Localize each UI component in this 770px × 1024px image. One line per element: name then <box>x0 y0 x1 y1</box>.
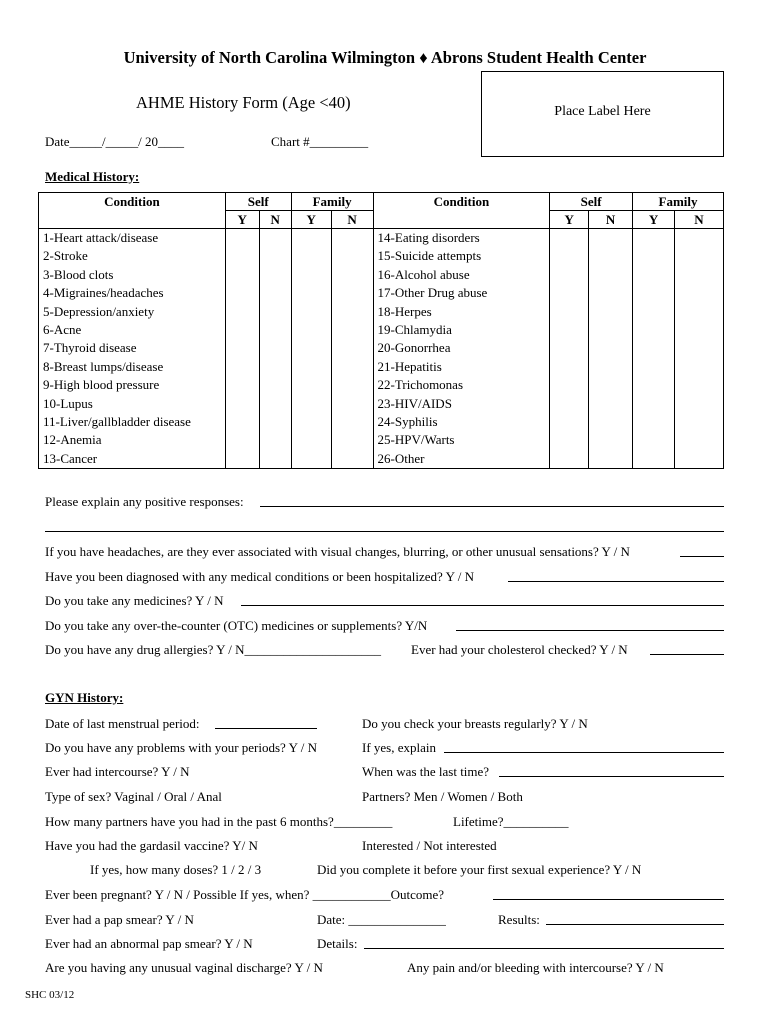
family-no-cell[interactable] <box>675 431 724 449</box>
abnormal-pap-question: Ever had an abnormal pap smear? Y / N <box>45 936 253 951</box>
lifetime-partners-field[interactable]: Lifetime?__________ <box>453 814 569 829</box>
family-yes-cell[interactable] <box>633 247 675 265</box>
otc-question: Do you take any over-the-counter (OTC) medicines or supplements? Y/N <box>45 618 428 633</box>
self-no-cell[interactable] <box>589 431 633 449</box>
family-no-cell[interactable] <box>331 450 373 469</box>
self-yes-cell[interactable] <box>225 376 259 394</box>
family-yes-cell[interactable] <box>633 431 675 449</box>
pap-results-label: Results: <box>498 912 540 927</box>
condition-label: 18-Herpes <box>373 303 550 321</box>
self-no-cell[interactable] <box>259 431 291 449</box>
condition-label: 16-Alcohol abuse <box>373 266 550 284</box>
family-no-cell[interactable] <box>675 229 724 248</box>
self-no-cell[interactable] <box>259 229 291 248</box>
family-yes-cell[interactable] <box>633 358 675 376</box>
chart-number-field[interactable]: Chart #_________ <box>271 134 369 149</box>
family-no-cell[interactable] <box>331 395 373 413</box>
family-yes-cell[interactable] <box>633 395 675 413</box>
table-row <box>39 395 724 413</box>
explain-question <box>45 494 244 510</box>
condition-label: 24-Syphilis <box>373 413 550 431</box>
doses-question: If yes, how many doses? 1 / 2 / 3 <box>90 862 262 877</box>
self-yes-cell[interactable] <box>225 450 259 469</box>
family-no-cell[interactable] <box>675 376 724 394</box>
family-yes-cell[interactable] <box>291 303 331 321</box>
self-yes-cell[interactable] <box>225 284 259 302</box>
self-no-cell[interactable] <box>259 395 291 413</box>
condition-label: 23-HIV/AIDS <box>373 395 550 413</box>
family-header-right: Family <box>633 193 724 211</box>
self-no-cell[interactable] <box>259 303 291 321</box>
family-no-cell[interactable] <box>675 339 724 357</box>
self-no-cell[interactable] <box>589 266 633 284</box>
cholesterol-question: Ever had your cholesterol checked? Y / N <box>411 642 628 657</box>
family-no-cell[interactable] <box>331 413 373 431</box>
self-no-cell[interactable] <box>589 450 633 469</box>
last-time-line[interactable] <box>499 776 724 777</box>
family-yes-cell[interactable] <box>633 284 675 302</box>
breasts-question: Do you check your breasts regularly? Y / N <box>362 716 588 731</box>
family-no-cell[interactable] <box>331 284 373 302</box>
medicines-answer-line[interactable] <box>241 605 724 606</box>
condition-label: 13-Cancer <box>39 450 226 469</box>
family-yes-cell[interactable] <box>291 358 331 376</box>
family-no-cell[interactable] <box>331 358 373 376</box>
periods-question: Do you have any problems with your periods? Y / N <box>45 740 317 755</box>
explain-answer-line-1[interactable] <box>260 506 724 507</box>
condition-header-left: Condition <box>39 193 226 229</box>
self-yes-cell[interactable] <box>550 376 589 394</box>
self-no-cell[interactable] <box>259 339 291 357</box>
family-no-cell[interactable] <box>331 229 373 248</box>
self-no-cell[interactable] <box>589 303 633 321</box>
family-no-cell[interactable] <box>675 413 724 431</box>
self-yes-cell[interactable] <box>550 413 589 431</box>
condition-header-right: Condition <box>373 193 550 229</box>
explain-label: Please explain any positive responses: <box>45 494 244 509</box>
condition-label: 2-Stroke <box>39 247 226 265</box>
table-row <box>39 321 724 339</box>
gardasil-complete-question: Did you complete it before your first sexual experience? Y / N <box>317 862 642 877</box>
condition-label: 26-Other <box>373 450 550 469</box>
table-row <box>39 431 724 449</box>
condition-label: 8-Breast lumps/disease <box>39 358 226 376</box>
self-yes-cell[interactable] <box>225 266 259 284</box>
outcome-line[interactable] <box>493 899 724 900</box>
table-row <box>39 303 724 321</box>
self-yes-cell[interactable] <box>225 395 259 413</box>
medical-history-heading: Medical History: <box>45 169 140 184</box>
explain-answer-line-2[interactable] <box>45 531 724 532</box>
self-no-cell[interactable] <box>259 284 291 302</box>
self-header-right: Self <box>550 193 633 211</box>
self-yes-cell[interactable] <box>225 413 259 431</box>
self-yes-cell[interactable] <box>225 431 259 449</box>
condition-label: 25-HPV/Warts <box>373 431 550 449</box>
intercourse-question: Ever had intercourse? Y / N <box>45 764 190 779</box>
family-yes-cell[interactable] <box>291 321 331 339</box>
family-yes-cell[interactable] <box>633 321 675 339</box>
yes-header: Y <box>225 211 259 229</box>
date-field[interactable]: Date_____/_____/ 20____ <box>45 134 185 149</box>
family-yes-cell[interactable] <box>633 413 675 431</box>
family-yes-cell[interactable] <box>633 339 675 357</box>
family-yes-cell[interactable] <box>633 376 675 394</box>
self-no-cell[interactable] <box>589 376 633 394</box>
form-title: AHME History Form (Age <40) <box>136 93 351 112</box>
family-no-cell[interactable] <box>331 266 373 284</box>
medical-history-table <box>38 192 724 469</box>
allergies-question[interactable]: Do you have any drug allergies? Y / N_____________________ <box>45 642 382 657</box>
family-no-cell[interactable] <box>331 321 373 339</box>
self-yes-cell[interactable] <box>225 229 259 248</box>
family-yes-cell[interactable] <box>291 284 331 302</box>
pap-question: Ever had a pap smear? Y / N <box>45 912 194 927</box>
table-row <box>39 376 724 394</box>
gardasil-interest: Interested / Not interested <box>362 838 497 853</box>
family-no-cell[interactable] <box>675 266 724 284</box>
pain-question: Any pain and/or bleeding with intercourse? Y / N <box>407 960 664 975</box>
self-yes-cell[interactable] <box>225 247 259 265</box>
self-no-cell[interactable] <box>259 247 291 265</box>
table-row <box>39 450 724 469</box>
diagnosed-answer-line[interactable] <box>508 581 724 582</box>
self-yes-cell[interactable] <box>225 358 259 376</box>
no-header: N <box>259 211 291 229</box>
self-no-cell[interactable] <box>589 395 633 413</box>
no-header: N <box>589 211 633 229</box>
family-yes-cell[interactable] <box>291 229 331 248</box>
self-no-cell[interactable] <box>589 413 633 431</box>
periods-explain-label: If yes, explain <box>362 740 437 755</box>
partners-6mo-question[interactable]: How many partners have you had in the past 6 months?_________ <box>45 814 393 829</box>
family-yes-cell[interactable] <box>291 339 331 357</box>
yes-header: Y <box>550 211 589 229</box>
pregnant-question: Ever been pregnant? Y / N / Possible If yes, when? ____________Outcome? <box>45 887 445 902</box>
details-line[interactable] <box>364 948 724 949</box>
self-yes-cell[interactable] <box>550 450 589 469</box>
self-no-cell[interactable] <box>589 321 633 339</box>
self-no-cell[interactable] <box>589 229 633 248</box>
family-no-cell[interactable] <box>331 431 373 449</box>
self-yes-cell[interactable] <box>550 229 589 248</box>
family-yes-cell[interactable] <box>291 266 331 284</box>
family-no-cell[interactable] <box>331 303 373 321</box>
partners-question: Partners? Men / Women / Both <box>362 789 523 804</box>
condition-label: 6-Acne <box>39 321 226 339</box>
family-yes-cell[interactable] <box>291 247 331 265</box>
table-row <box>39 284 724 302</box>
self-no-cell[interactable] <box>259 266 291 284</box>
yes-header: Y <box>633 211 675 229</box>
periods-explain-line[interactable] <box>444 752 724 753</box>
family-no-cell[interactable] <box>675 358 724 376</box>
family-no-cell[interactable] <box>331 376 373 394</box>
condition-label: 14-Eating disorders <box>373 229 550 248</box>
table-row <box>39 229 724 248</box>
discharge-question: Are you having any unusual vaginal discharge? Y / N <box>45 960 323 975</box>
self-no-cell[interactable] <box>259 376 291 394</box>
condition-label: 21-Hepatitis <box>373 358 550 376</box>
self-no-cell[interactable] <box>259 358 291 376</box>
lmp-answer-line[interactable] <box>215 728 317 729</box>
yes-header: Y <box>291 211 331 229</box>
otc-answer-line[interactable] <box>456 630 724 631</box>
self-yes-cell[interactable] <box>225 339 259 357</box>
self-no-cell[interactable] <box>259 321 291 339</box>
self-header-left: Self <box>225 193 291 211</box>
family-yes-cell[interactable] <box>291 431 331 449</box>
type-of-sex-question: Type of sex? Vaginal / Oral / Anal <box>45 789 222 804</box>
table-row <box>39 339 724 357</box>
table-row <box>39 358 724 376</box>
table-row <box>39 247 724 265</box>
medicines-question: Do you take any medicines? Y / N <box>45 593 224 608</box>
gardasil-question: Have you had the gardasil vaccine? Y/ N <box>45 838 258 853</box>
pap-results-line[interactable] <box>546 924 724 925</box>
family-no-cell[interactable] <box>675 247 724 265</box>
self-no-cell[interactable] <box>589 247 633 265</box>
condition-label: 11-Liver/gallbladder disease <box>39 413 226 431</box>
condition-label: 7-Thyroid disease <box>39 339 226 357</box>
no-header: N <box>675 211 724 229</box>
family-yes-cell[interactable] <box>633 303 675 321</box>
self-no-cell[interactable] <box>589 358 633 376</box>
table-row <box>39 266 724 284</box>
self-no-cell[interactable] <box>259 450 291 469</box>
no-header: N <box>331 211 373 229</box>
pap-date-field[interactable]: Date: _______________ <box>317 912 446 927</box>
label-box-text: Place Label Here <box>554 104 651 119</box>
cholesterol-answer-line[interactable] <box>650 654 724 655</box>
self-yes-cell[interactable] <box>550 247 589 265</box>
family-yes-cell[interactable] <box>291 376 331 394</box>
family-no-cell[interactable] <box>675 450 724 469</box>
condition-label: 20-Gonorrhea <box>373 339 550 357</box>
condition-label: 5-Depression/anxiety <box>39 303 226 321</box>
self-no-cell[interactable] <box>589 284 633 302</box>
family-yes-cell[interactable] <box>291 413 331 431</box>
condition-label: 4-Migraines/headaches <box>39 284 226 302</box>
family-yes-cell[interactable] <box>633 450 675 469</box>
details-label: Details: <box>317 936 358 951</box>
family-yes-cell[interactable] <box>291 450 331 469</box>
self-yes-cell[interactable] <box>550 321 589 339</box>
self-no-cell[interactable] <box>259 413 291 431</box>
family-yes-cell[interactable] <box>633 229 675 248</box>
family-no-cell[interactable] <box>675 303 724 321</box>
self-yes-cell[interactable] <box>550 303 589 321</box>
family-no-cell[interactable] <box>675 321 724 339</box>
self-yes-cell[interactable] <box>550 431 589 449</box>
self-yes-cell[interactable] <box>550 284 589 302</box>
self-yes-cell[interactable] <box>225 321 259 339</box>
self-yes-cell[interactable] <box>550 266 589 284</box>
label-box <box>481 71 724 157</box>
lmp-question: Date of last menstrual period: <box>45 716 200 731</box>
last-time-label: When was the last time? <box>362 764 490 779</box>
condition-label: 19-Chlamydia <box>373 321 550 339</box>
table-row <box>39 413 724 431</box>
condition-label: 10-Lupus <box>39 395 226 413</box>
family-no-cell[interactable] <box>331 339 373 357</box>
self-no-cell[interactable] <box>589 339 633 357</box>
family-no-cell[interactable] <box>675 284 724 302</box>
family-yes-cell[interactable] <box>633 266 675 284</box>
page-title: University of North Carolina Wilmington ♦ Abrons Student Health Center <box>123 48 647 67</box>
self-yes-cell[interactable] <box>550 358 589 376</box>
condition-label: 12-Anemia <box>39 431 226 449</box>
diagnosed-question: Have you been diagnosed with any medical conditions or been hospitalized? Y / N <box>45 569 474 584</box>
headaches-answer-line[interactable] <box>680 556 724 557</box>
family-no-cell[interactable] <box>331 247 373 265</box>
family-yes-cell[interactable] <box>291 395 331 413</box>
condition-label: 3-Blood clots <box>39 266 226 284</box>
self-yes-cell[interactable] <box>225 303 259 321</box>
self-yes-cell[interactable] <box>550 395 589 413</box>
gyn-history-heading: GYN History: <box>45 690 124 705</box>
form-version: SHC 03/12 <box>25 989 75 1001</box>
condition-label: 9-High blood pressure <box>39 376 226 394</box>
headaches-question: If you have headaches, are they ever associated with visual changes, blurring, or other unusual sensations? Y / N <box>45 544 630 559</box>
condition-label: 22-Trichomonas <box>373 376 550 394</box>
self-yes-cell[interactable] <box>550 339 589 357</box>
family-no-cell[interactable] <box>675 395 724 413</box>
condition-label: 15-Suicide attempts <box>373 247 550 265</box>
family-header-left: Family <box>291 193 373 211</box>
condition-label: 17-Other Drug abuse <box>373 284 550 302</box>
condition-label: 1-Heart attack/disease <box>39 229 226 248</box>
